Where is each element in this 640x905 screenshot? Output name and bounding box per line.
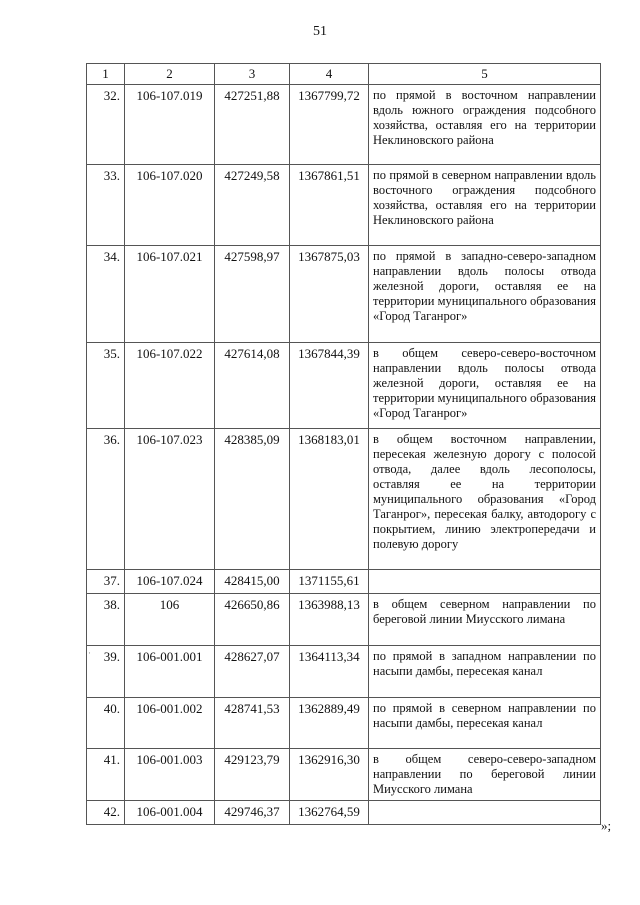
table-row — [87, 165, 601, 246]
coordinate-x: 428415,00 — [215, 570, 290, 594]
row-number: 38. — [87, 594, 125, 646]
coordinate-y: 1371155,61 — [290, 570, 369, 594]
row-number: 42. — [87, 801, 125, 825]
coordinate-x: 428627,07 — [215, 646, 290, 698]
column-header-5: 5 — [369, 64, 601, 85]
point-code: 106-001.004 — [125, 801, 215, 825]
coordinate-x: 426650,86 — [215, 594, 290, 646]
coordinate-x: 428741,53 — [215, 698, 290, 749]
boundary-description — [369, 801, 601, 825]
boundary-description: в общем северо-северо-западном направлении по береговой линии Миусского лимана — [369, 749, 601, 801]
point-code: 106-107.019 — [125, 85, 215, 165]
boundary-description: по прямой в восточном направлении вдоль южного ограждения подсобного хозяйства, оставляя его на территории Неклиновского района — [369, 85, 601, 165]
table-row — [87, 570, 601, 594]
boundary-description: по прямой в западно-северо-западном направлении вдоль полосы отвода железной дороги, оставляя ее на территории муниципального образования «Город Таганрог» — [369, 246, 601, 343]
point-code: 106-107.020 — [125, 165, 215, 246]
coordinate-x: 427614,08 — [215, 343, 290, 429]
row-number: 36. — [87, 429, 125, 570]
coordinate-y: 1368183,01 — [290, 429, 369, 570]
table-row — [87, 343, 601, 429]
row-number: 34. — [87, 246, 125, 343]
boundary-description: по прямой в северном направлении по насыпи дамбы, пересекая канал — [369, 698, 601, 749]
table-header-row — [87, 64, 601, 85]
page-number: 51 — [313, 24, 327, 39]
point-code: 106-107.023 — [125, 429, 215, 570]
column-header-4: 4 — [290, 64, 369, 85]
boundary-description: в общем восточном направлении, пересекая железную дорогу с полосой отвода, далее вдоль лесополосы, оставляя ее на территории муниципального образования «Город Таганрог», пересекая балку, автодорогу с покрытием, линию электропередачи и полевую дорогу — [369, 429, 601, 570]
table-row — [87, 594, 601, 646]
closing-quote-mark: »; — [601, 818, 612, 833]
row-number: 32. — [87, 85, 125, 165]
margin-dot: · — [88, 648, 91, 658]
table-body — [87, 85, 601, 825]
coordinate-y: 1367861,51 — [290, 165, 369, 246]
row-number: 39. — [87, 646, 125, 698]
coordinate-y: 1364113,34 — [290, 646, 369, 698]
point-code: 106 — [125, 594, 215, 646]
point-code: 106-001.002 — [125, 698, 215, 749]
boundary-description: по прямой в северном направлении вдоль восточного ограждения подсобного хозяйства, оставляя его на территории Неклиновского района — [369, 165, 601, 246]
boundary-description: в общем северном направлении по береговой линии Миусского лимана — [369, 594, 601, 646]
table-row — [87, 85, 601, 165]
coordinate-y: 1367844,39 — [290, 343, 369, 429]
point-code: 106-107.024 — [125, 570, 215, 594]
column-header-3: 3 — [215, 64, 290, 85]
column-header-1: 1 — [87, 64, 125, 85]
table-row — [87, 749, 601, 801]
row-number: 33. — [87, 165, 125, 246]
table-row — [87, 646, 601, 698]
coordinate-y: 1362889,49 — [290, 698, 369, 749]
table-row — [87, 246, 601, 343]
coordinate-y: 1367799,72 — [290, 85, 369, 165]
point-code: 106-001.001 — [125, 646, 215, 698]
coordinate-y: 1363988,13 — [290, 594, 369, 646]
row-number: 40. — [87, 698, 125, 749]
table-row — [87, 698, 601, 749]
point-code: 106-107.021 — [125, 246, 215, 343]
point-code: 106-107.022 — [125, 343, 215, 429]
table-row — [87, 801, 601, 825]
coordinate-x: 429746,37 — [215, 801, 290, 825]
coordinate-x: 428385,09 — [215, 429, 290, 570]
boundary-description: в общем северо-северо-восточном направлении вдоль полосы отвода железной дороги, оставляя ее на территории муниципального образования «Город Таганрог» — [369, 343, 601, 429]
boundary-description: по прямой в западном направлении по насыпи дамбы, пересекая канал — [369, 646, 601, 698]
boundary-description — [369, 570, 601, 594]
coordinate-x: 427598,97 — [215, 246, 290, 343]
coordinate-y: 1367875,03 — [290, 246, 369, 343]
coordinate-x: 427251,88 — [215, 85, 290, 165]
coordinate-y: 1362764,59 — [290, 801, 369, 825]
column-header-2: 2 — [125, 64, 215, 85]
row-number: 41. — [87, 749, 125, 801]
row-number: 37. — [87, 570, 125, 594]
row-number: 35. — [87, 343, 125, 429]
table-row — [87, 429, 601, 570]
boundary-points-table — [86, 63, 601, 825]
point-code: 106-001.003 — [125, 749, 215, 801]
coordinate-y: 1362916,30 — [290, 749, 369, 801]
coordinate-x: 427249,58 — [215, 165, 290, 246]
coordinate-x: 429123,79 — [215, 749, 290, 801]
